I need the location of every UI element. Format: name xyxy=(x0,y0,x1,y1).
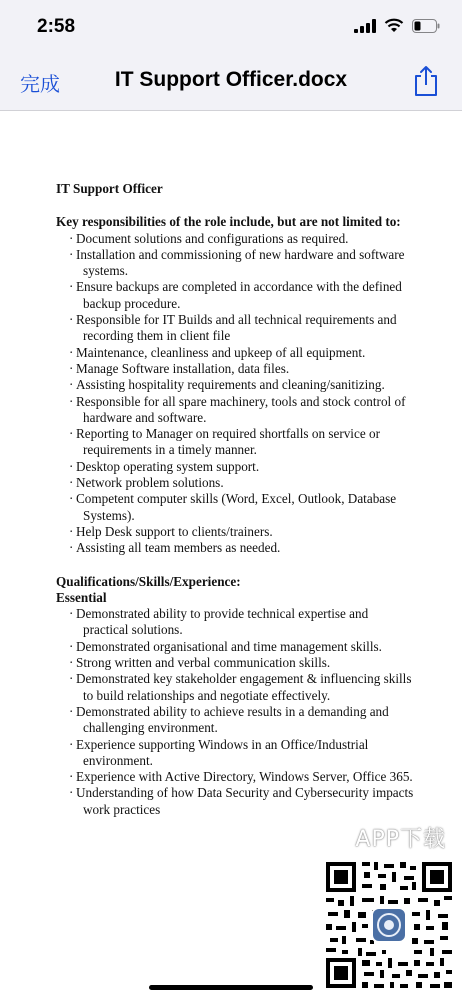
list-item: · Maintenance, cleanliness and upkeep of all equipment. xyxy=(69,344,366,360)
list-item: · Manage Software installation, data files. xyxy=(69,360,290,376)
list-item: · Experience with Active Directory, Windows Server, Office 365. xyxy=(69,769,413,785)
document-title: IT Support Officer.docx xyxy=(114,68,348,91)
cellular-signal-icon xyxy=(354,19,376,33)
essential-list xyxy=(56,606,416,818)
battery-icon xyxy=(412,19,440,33)
list-item: · Assisting all team members as needed. xyxy=(69,540,281,556)
list-item: · Installation and commissioning of new hardware and software systems. xyxy=(69,246,405,279)
status-time: 2:58 xyxy=(37,16,76,37)
list-item: · Document solutions and configurations as required. xyxy=(69,230,349,246)
section-spacer xyxy=(56,557,416,574)
status-icons xyxy=(354,18,440,33)
list-item: · Demonstrated key stakeholder engagement & influencing skills to build relationships and negotiate effectively. xyxy=(69,671,412,703)
home-indicator[interactable] xyxy=(149,985,313,990)
list-item: · Responsible for IT Builds and all technical requirements and recording them in client file xyxy=(69,312,397,344)
qualifications-heading: Qualifications/Skills/Experience: xyxy=(56,573,241,589)
list-item: · Reporting to Manager on required shortfalls on service or requirements in a timely manner. xyxy=(69,426,380,458)
wifi-icon xyxy=(384,18,404,33)
done-button[interactable]: 完成 xyxy=(20,72,60,96)
list-item: · Understanding of how Data Security and Cybersecurity impacts work practices xyxy=(69,785,414,817)
qr-code-image xyxy=(322,858,456,992)
list-item: · Help Desk support to clients/trainers. xyxy=(69,523,273,539)
navigation-bar xyxy=(0,56,462,111)
responsibilities-heading: Key responsibilities of the role include, but are not limited to: xyxy=(56,214,401,230)
list-item: · Ensure backups are completed in accordance with the defined backup procedure. xyxy=(69,279,402,311)
list-item: · Responsible for all spare machinery, tools and stock control of hardware and software. xyxy=(69,393,406,425)
list-item: · Demonstrated ability to provide technical expertise and practical solutions. xyxy=(69,606,369,638)
list-item: · Experience supporting Windows in an Office/Industrial environment. xyxy=(69,736,369,768)
list-item: · Network problem solutions. xyxy=(69,475,224,491)
list-item: · Demonstrated organisational and time management skills. xyxy=(69,638,382,654)
list-item: · Desktop operating system support. xyxy=(69,458,260,474)
share-icon[interactable] xyxy=(412,64,440,98)
list-item: · Assisting hospitality requirements and cleaning/sanitizing. xyxy=(69,377,385,393)
watermark-label: APP下载 xyxy=(355,827,446,852)
list-item: · Competent computer skills (Word, Excel, Outlook, Database Systems). xyxy=(69,491,397,523)
doc-heading-title: IT Support Officer xyxy=(56,181,163,196)
essential-heading: Essential xyxy=(56,589,107,605)
list-item: · Demonstrated ability to achieve results in a demanding and challenging environment. xyxy=(69,703,389,736)
status-bar xyxy=(0,0,462,56)
list-item: · Strong written and verbal communication skills. xyxy=(69,655,331,671)
document-content xyxy=(56,181,416,818)
responsibilities-list xyxy=(56,231,416,557)
